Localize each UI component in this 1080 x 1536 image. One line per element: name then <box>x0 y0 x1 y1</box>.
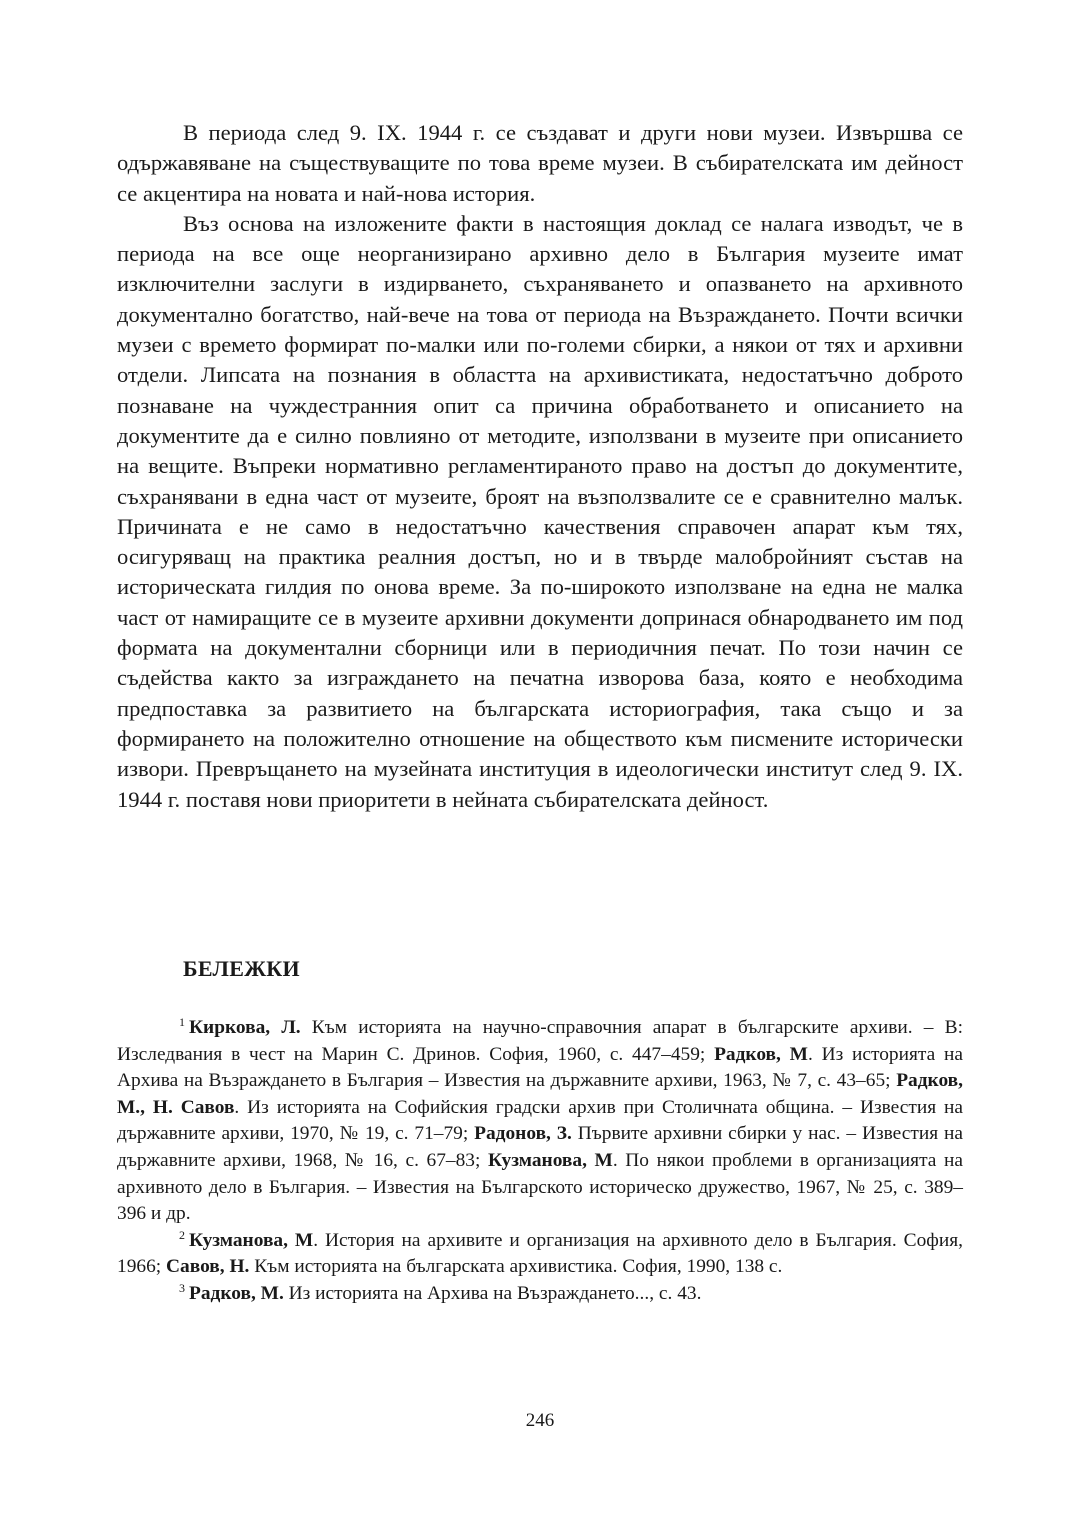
author: Радков, М <box>714 1043 808 1065</box>
footnotes <box>117 1015 963 1308</box>
paragraph-2: Въз основа на изложените факти в настоящия доклад се налага изводът, че в периода на все още неорганизирано архивно дело в България музеите имат изключителни заслуги в издирването, съхраняването и опазването на архивното документално богатство, най-вече на това от периода на Възраждането. Почти всички музеи с времето формират по-малки или по-големи сбирки, а някои от тях и архивни отдели. Липсата на познания в областта на архивистиката, недостатъчно доброто познаване на чуждестранния опит са причина обработването и описанието на документите да е силно повлияно от методите, използвани в музеите при описанието на вещите. Въпреки нормативно регламентираното право на достъп до документите, съхранявани в една част от музеите, броят на възползвалите се е сравнително малък. Причината е не само в недостатъчно качествения справочен апарат към тях, осигуряващ на практика реалния достъп, но и в твърде малобройният състав на историческата гилдия по онова време. За по-широкото използване на една не малка част от намиращите се в музеите архивни документи допринася обнародването им под формата на документални сборници или в периодичния печат. По този начин се съдейства както за изграждането на печатна изворова база, която е необходима предпоставка за развитието на българската историография, така също и за формирането на положително отношение на обществото към писмените исторически извори. Превръщането на музейната институция в идеологически институт след 9. IX. 1944 г. поставя нови приоритети в нейната събирателската дейност. <box>117 210 963 812</box>
citation-text: . История на архивите и организация на архивното дело в България. София, 1966; <box>117 1229 964 1278</box>
page-number: 246 <box>525 1410 555 1431</box>
author: Радков, М., Н. Савов <box>117 1070 963 1118</box>
citation-text: . Из историята на Архива на Възраждането в България – Известия на държавните архиви, 1963, № 7, с. 43–65; <box>117 1043 963 1092</box>
body-text <box>117 118 963 815</box>
footnote-3 <box>117 1281 963 1308</box>
author: Киркова, Л. <box>189 1017 301 1038</box>
author: Радонов, З. <box>474 1123 572 1145</box>
footnote-number: 1 <box>179 1015 185 1029</box>
author: Кузманова, М <box>487 1149 613 1171</box>
page-content <box>117 118 964 1304</box>
footnote-1 <box>117 1015 963 1228</box>
citation-text: Към историята на българската архивистика. София, 1990, 138 с. <box>249 1256 783 1278</box>
citation-text: . Из историята на Софийския градски архив при Столичната община. – Известия на държавните архиви, 1970, № 19, с. 71–79; <box>117 1096 963 1145</box>
author: Радков, М. <box>189 1282 284 1304</box>
notes-heading: БЕЛЕЖКИ <box>183 956 300 981</box>
paragraph-1: В периода след 9. IX. 1944 г. се създават и други нови музеи. Извършва се одържавяване на съществуващите по това време музеи. В събирателската им дейност се акцентира на новата и най-нова история. <box>117 120 963 206</box>
author: Кузманова, М <box>189 1229 314 1251</box>
author: Савов, Н. <box>166 1256 250 1278</box>
citation-text: Към историята на научно-справочния апарат в българските архиви. – В: Изследвания в чест на Марин С. Дринов. София, 1960, с. 447–459; <box>117 1017 963 1065</box>
footnote-number: 3 <box>179 1280 185 1295</box>
footnote-2 <box>117 1228 963 1281</box>
citation-text: Първите архивни сбирки у нас. – Известия на държавните архиви, 1968, № 16, с. 67–83; <box>117 1123 963 1171</box>
footnote-number: 2 <box>179 1227 185 1242</box>
citation-text: . По някои проблеми в организацията на архивното дело в България. – Известия на Българското историческо дружество, 1967, № 25, с. 389–396 и др. <box>117 1149 963 1225</box>
citation-text: Из историята на Архива на Възраждането..., с. 43. <box>283 1282 702 1304</box>
